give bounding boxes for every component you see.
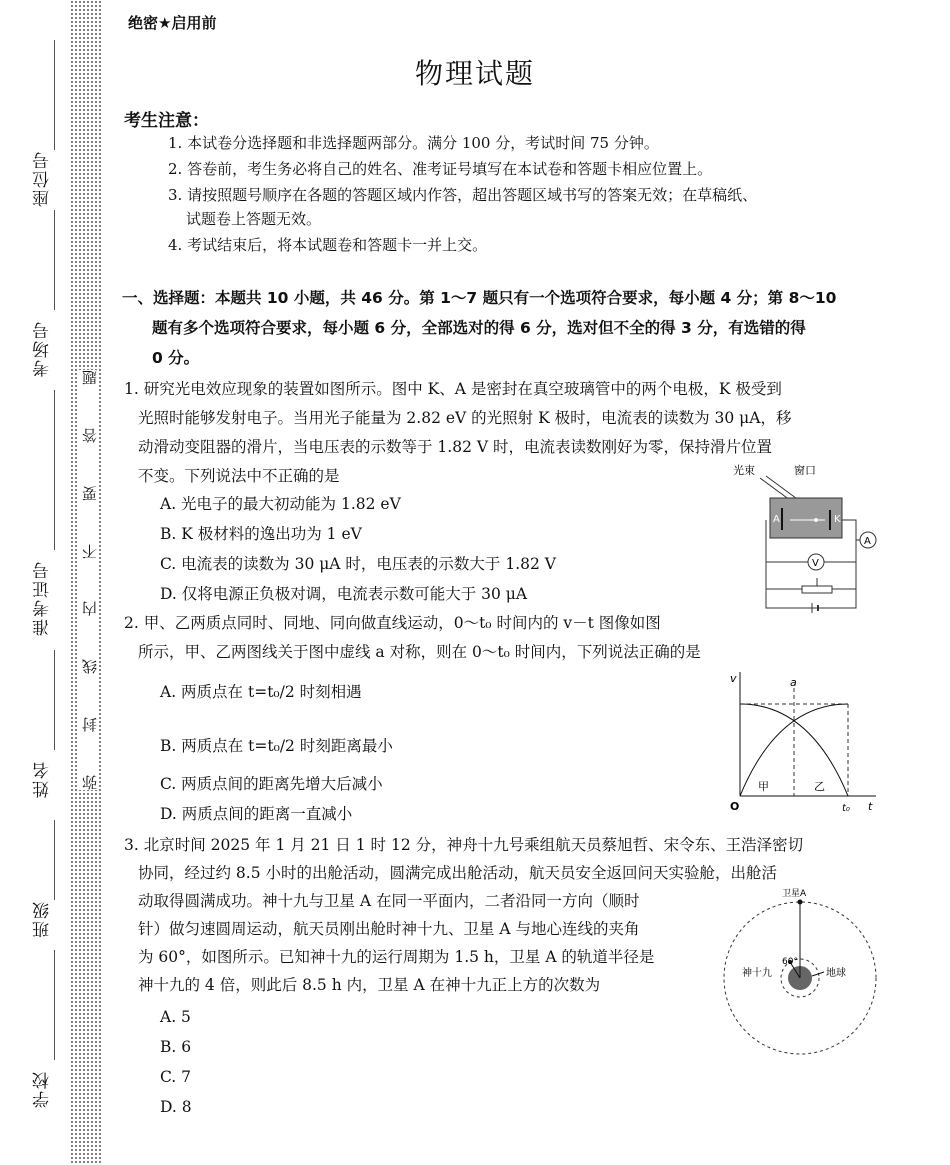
q3-earth-label: 地球	[826, 968, 846, 979]
q3-stem: 动取得圆满成功。神十九与卫星 A 在同一平面内，二者沿同一方向（顺时	[138, 892, 640, 910]
q3-ship-label: 神十九	[742, 968, 772, 979]
seal-char: 线	[80, 659, 99, 675]
q1-option-a: A. 光电子的最大初动能为 1.82 eV	[160, 495, 401, 513]
notice-item: 2. 答卷前，考生务必将自己的姓名、准考证号填写在本试卷和答题卡相应位置上。	[168, 160, 713, 178]
q1-option-b: B. K 极材料的逸出功为 1 eV	[160, 525, 362, 543]
school-label: 学校	[33, 1070, 53, 1108]
name-line	[54, 820, 55, 900]
name-label: 姓名	[33, 760, 53, 798]
seal-char: 内	[80, 601, 99, 617]
notice-item: 3. 请按照题号顺序在各题的答题区域内作答，超出答题区域书写的答案无效；在草稿纸、	[168, 186, 758, 204]
q1-beam-label: 光束	[733, 464, 755, 477]
section-heading: 0 分。	[152, 349, 200, 367]
q3-option-a: A. 5	[160, 1008, 191, 1026]
exam-room-line	[54, 390, 55, 550]
q1-stem: 动滑动变阻器的滑片，当电压表的示数等于 1.82 V 时，电流表读数刚好为零，保持滑片位置	[138, 438, 772, 456]
q2-v-label: v	[730, 672, 737, 685]
q2-option-a: A. 两质点在 t=t₀/2 时刻相遇	[160, 683, 362, 701]
section-heading: 一、选择题：本题共 10 小题，共 46 分。第 1～7 题只有一个选项符合要求，每小题 4 分；第 8～10	[122, 289, 837, 307]
q1-window-label: 窗口	[794, 464, 816, 477]
q1-anode-label: A	[773, 514, 780, 525]
q3-stem: 针）做匀速圆周运动，航天员刚出舱时神十九、卫星 A 与地心连线的夹角	[138, 920, 640, 938]
q1-stem: 光照时能够发射电子。当用光子能量为 2.82 eV 的光照射 K 极时，电流表的读数为 30 μA，移	[138, 409, 792, 427]
q3-stem: 3. 北京时间 2025 年 1 月 21 日 1 时 12 分，神舟十九号乘组航天员蔡旭哲、宋令东、王浩泽密切	[124, 836, 804, 854]
q3-orbit-figure	[720, 886, 890, 1058]
admission-number-label: 准考证号	[33, 560, 53, 636]
q2-yi-label: 乙	[814, 780, 825, 793]
q3-sat-label: 卫星A	[782, 889, 807, 899]
q2-vt-graph	[728, 668, 880, 818]
q2-option-d: D. 两质点间的距离一直减小	[160, 805, 353, 823]
section-heading: 题有多个选项符合要求，每小题 6 分，全部选对的得 6 分，选对但不全的得 3 分，有选错的得	[152, 319, 806, 337]
notice-item: 4. 考试结束后，将本试题卷和答题卡一并上交。	[168, 236, 488, 254]
q3-stem: 神十九的 4 倍，则此后 8.5 h 内，卫星 A 在神十九正上方的次数为	[138, 976, 601, 994]
page-title: 物理试题	[414, 57, 535, 90]
q2-option-b: B. 两质点在 t=t₀/2 时刻距离最小	[160, 737, 393, 755]
class-line	[54, 950, 55, 1060]
q2-t0-label: t₀	[842, 803, 850, 814]
admission-number-line	[54, 650, 55, 750]
seal-char: 题	[80, 370, 99, 385]
q1-option-d: D. 仅将电源正负极对调，电流表示数可能大于 30 μA	[160, 585, 528, 603]
class-label: 班级	[33, 900, 53, 938]
q2-stem: 所示，甲、乙两图线关于图中虚线 a 对称，则在 0～t₀ 时间内，下列说法正确的是	[138, 643, 701, 661]
q3-stem: 协同，经过约 8.5 小时的出舱活动，圆满完成出舱活动，航天员安全返回问天实验舱，出舱活	[138, 864, 778, 882]
q2-origin-label: O	[730, 800, 740, 813]
q3-stem: 为 60°，如图所示。已知神十九的运行周期为 1.5 h，卫星 A 的轨道半径是	[138, 948, 655, 966]
q2-t-label: t	[868, 800, 873, 813]
q1-voltmeter-label: V	[812, 558, 819, 569]
q1-stem: 不变。下列说法中不正确的是	[138, 467, 340, 485]
notice-item: 1. 本试卷分选择题和非选择题两部分。满分 100 分，考试时间 75 分钟。	[168, 134, 659, 152]
seal-char: 封	[80, 717, 99, 733]
q2-stem: 2. 甲、乙两质点同时、同地、同向做直线运动，0～t₀ 时间内的 v－t 图像如图	[124, 614, 661, 632]
exam-room-line-top	[54, 210, 55, 310]
q3-option-b: B. 6	[160, 1038, 192, 1056]
seal-line-text	[79, 370, 99, 790]
binding-margin	[0, 0, 70, 1165]
q3-angle-label: 60°	[782, 957, 798, 967]
q3-option-c: C. 7	[160, 1068, 192, 1086]
q2-jia-label: 甲	[758, 780, 769, 793]
q3-option-d: D. 8	[160, 1098, 192, 1116]
confidential-note: 绝密★启用前	[128, 14, 217, 32]
q1-figure	[730, 458, 890, 620]
exam-room-label: 考场号	[33, 320, 53, 377]
seal-char: 要	[80, 485, 99, 501]
q1-stem: 1. 研究光电效应现象的装置如图所示。图中 K、A 是密封在真空玻璃管中的两个电极，K 极受到	[124, 380, 782, 398]
q1-option-c: C. 电流表的读数为 30 μA 时，电压表的示数大于 1.82 V	[160, 555, 556, 573]
q2-line-a-label: a	[790, 676, 797, 689]
q1-ammeter-label: A	[864, 536, 871, 547]
seal-char: 弥	[80, 774, 99, 790]
seal-char: 不	[80, 543, 99, 559]
notice-heading: 考生注意：	[124, 111, 209, 131]
seat-number-label: 座位号	[33, 150, 53, 207]
q1-cathode-label: K	[834, 514, 841, 525]
notice-item: 试题卷上答题无效。	[186, 210, 322, 228]
seal-char: 答	[80, 427, 99, 443]
q2-option-c: C. 两质点间的距离先增大后减小	[160, 775, 383, 793]
